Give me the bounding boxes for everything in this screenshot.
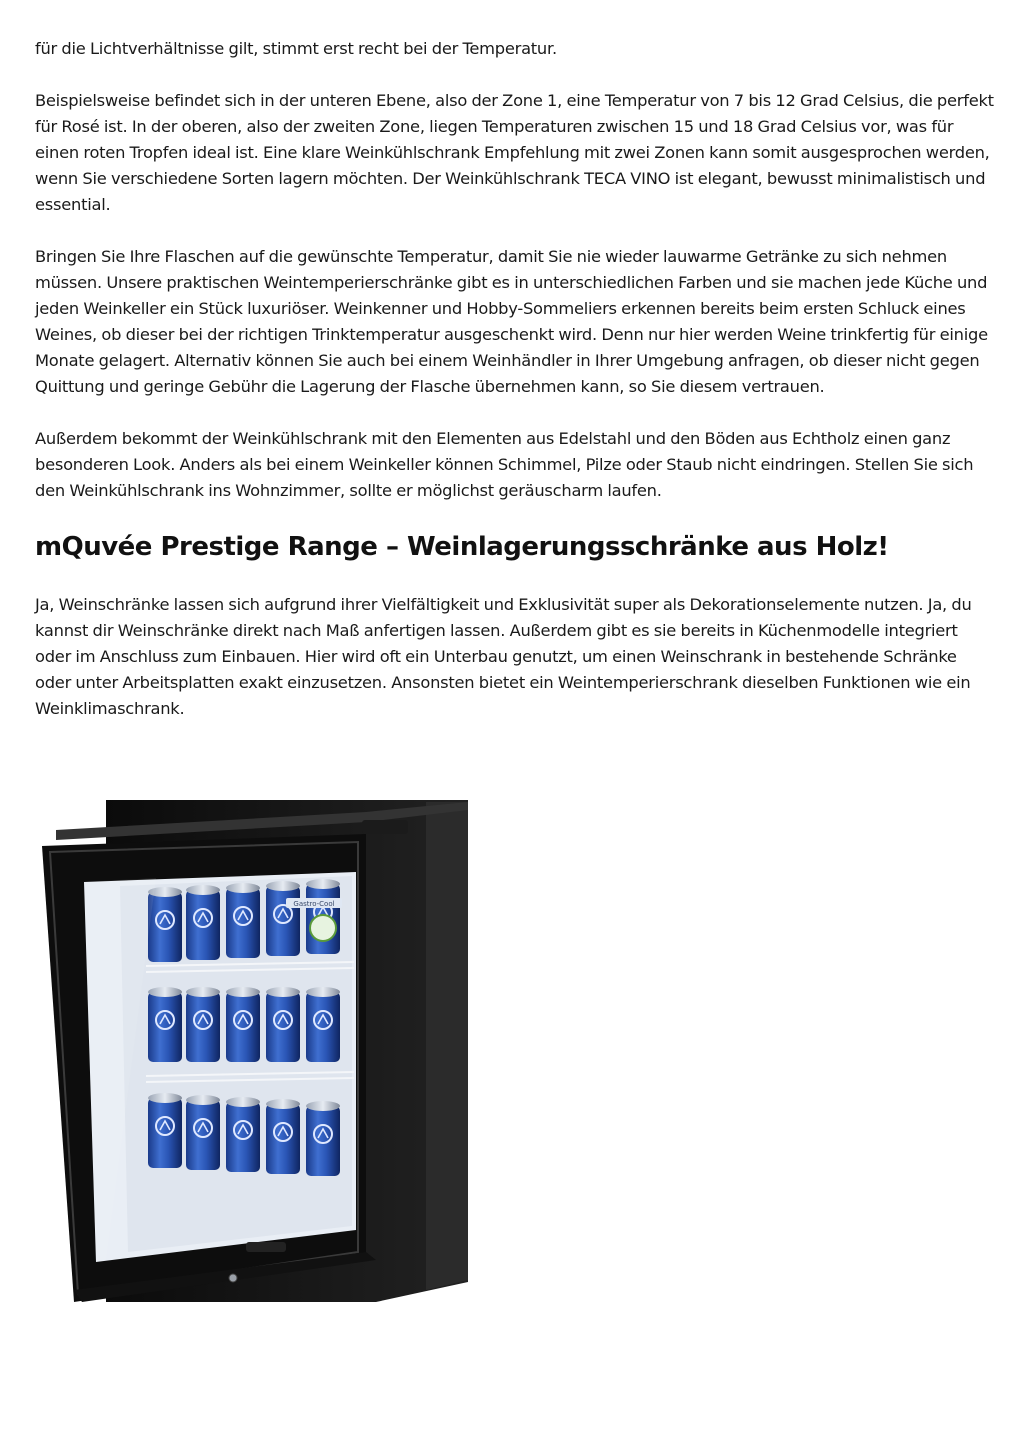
article-body xyxy=(35,36,995,748)
paragraph-intro: für die Lichtverhältnisse gilt, stimmt erst recht bei der Temperatur. xyxy=(35,39,557,58)
section-heading: mQuvée Prestige Range – Weinlagerungsschränke aus Holz! xyxy=(35,532,889,562)
can-row-bottom xyxy=(148,1093,340,1176)
fridge-product-image xyxy=(36,790,470,1302)
paragraph-look: Außerdem bekommt der Weinkühlschrank mit den Elementen aus Edelstahl und den Böden aus Echtholz einen ganz besonderen Look. Anders als bei einem Weinkeller können Schimmel, Pilze oder Staub nicht eindringen. Stellen Sie sich den Weinkühlschrank ins Wohnzimmer, sollte er möglichst geräuscharm laufen. xyxy=(35,429,974,500)
paragraph-zones: Beispielsweise befindet sich in der unteren Ebene, also der Zone 1, eine Temperatur von 7 bis 12 Grad Celsius, die perfekt für Rosé ist. In der oberen, also der zweiten Zone, liegen Temperaturen zwischen 15 und 18 Grad Celsius vor, was für einen roten Tropfen ideal ist. Eine klare Weinkühlschrank Empfehlung mit zwei Zonen kann somit ausgesprochen werden, wenn Sie verschiedene Sorten lagern möchten. Der Weinkühlschrank TECA VINO ist elegant, bewusst minimalistisch und essential. xyxy=(35,91,994,214)
beverage-fridge-illustration xyxy=(36,790,470,1302)
paragraph-decoration: Ja, Weinschränke lassen sich aufgrund ihrer Vielfältigkeit und Exklusivität super als Dekorationselemente nutzen. Ja, du kannst dir Weinschränke direkt nach Maß anfertigen lassen. Außerdem gibt es sie bereits in Küchenmodelle integriert oder im Anschluss zum Einbauen. Hier wird oft ein Unterbau genutzt, um einen Weinschrank in bestehende Schränke oder unter Arbeitsplatten exakt einzusetzen. Ansonsten bietet ein Weintemperierschrank dieselben Funktionen wie ein Weinklimaschrank. xyxy=(35,595,972,718)
brand-label: Gastro-Cool xyxy=(293,900,335,908)
paragraph-temperature: Bringen Sie Ihre Flaschen auf die gewünschte Temperatur, damit Sie nie wieder lauwarme Getränke zu sich nehmen müssen. Unsere praktischen Weintemperierschränke gibt es in unterschiedlichen Farben und sie machen jede Küche und jeden Weinkeller ein Stück luxuriöser. Weinkenner und Hobby-Sommeliers erkennen bereits beim ersten Schluck eines Weines, ob dieser bei der richtigen Trinktemperatur ausgeschenkt wird. Denn nur hier werden Weine trinkfertig für einige Monate gelagert. Alternativ können Sie auch bei einem Weinhändler in Ihrer Umgebung anfragen, ob dieser nicht gegen Quittung und geringe Gebühr die Lagerung der Flasche übernehmen kann, so Sie diesem vertrauen. xyxy=(35,247,988,396)
can-row-middle xyxy=(148,987,340,1062)
